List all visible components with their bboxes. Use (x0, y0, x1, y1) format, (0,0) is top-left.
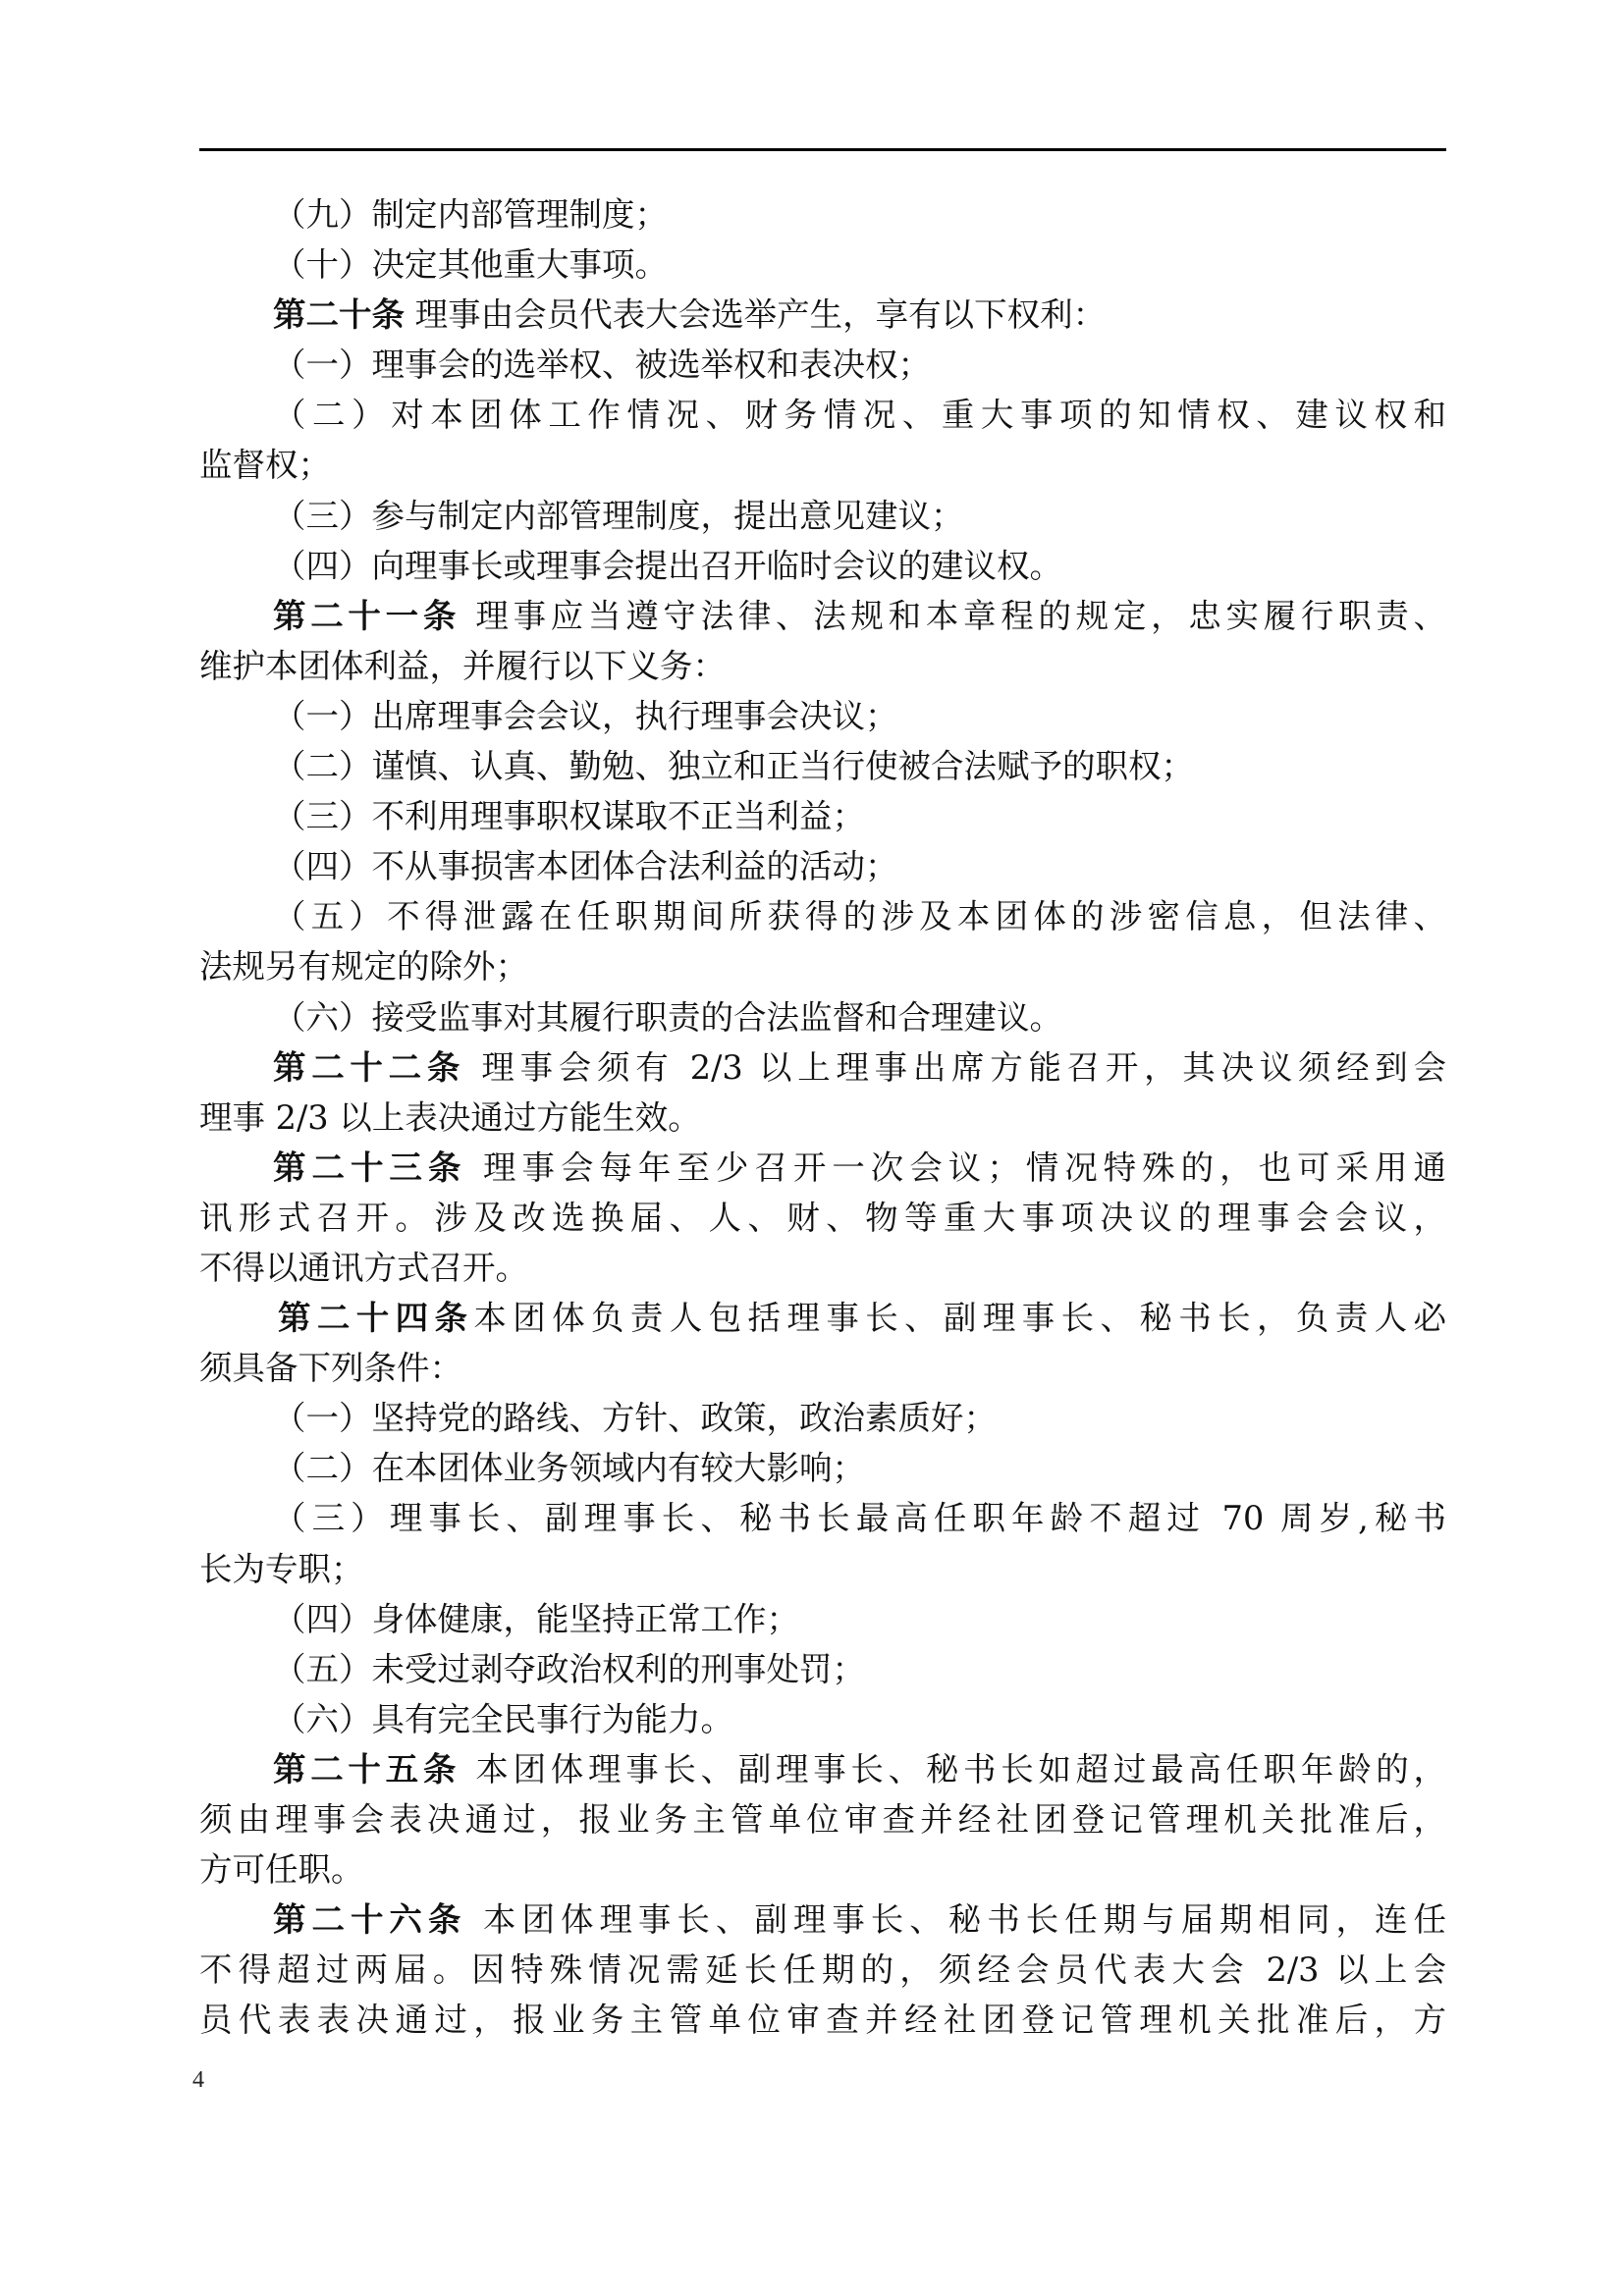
header-rule (199, 148, 1446, 151)
list-item: （三）不利用理事职权谋取不正当利益； (273, 797, 865, 836)
list-item: （九）制定内部管理制度； (273, 195, 668, 234)
list-item: （四）不从事损害本团体合法利益的活动； (273, 847, 898, 886)
list-item: （一）坚持党的路线、方针、政策，政治素质好； (273, 1399, 997, 1438)
text-line: 不得超过两届。因特殊情况需延长任期的，须经会员代表大会 2/3 以上会 (199, 1950, 1446, 1990)
list-item: （二）对本团体工作情况、财务情况、重大事项的知情权、建议权和 (273, 396, 1446, 435)
text-line: 员代表表决通过，报业务主管单位审查并经社团登记管理机关批准后，方 (199, 2001, 1446, 2040)
list-item: （四）向理事长或理事会提出召开临时会议的建议权。 (273, 546, 1062, 585)
list-item: （一）理事会的选举权、被选举权和表决权； (273, 346, 931, 385)
page-number: 4 (192, 2067, 204, 2093)
article-21: 第二十一条 理事应当遵守法律、法规和本章程的规定，忠实履行职责、 (273, 596, 1446, 635)
list-item: （四）身体健康，能坚持正常工作； (273, 1599, 799, 1638)
text-line: 维护本团体利益，并履行以下义务： (199, 646, 726, 685)
article-22: 第二十二条 理事会须有 2/3 以上理事出席方能召开，其决议须经到会 (273, 1047, 1447, 1087)
article-heading: 第二十六条 (273, 1900, 467, 1940)
list-item: （一）出席理事会会议，执行理事会决议； (273, 696, 898, 735)
article-26: 第二十六条 本团体理事长、副理事长、秘书长任期与届期相同，连任 (273, 1900, 1446, 1940)
list-item: （六）具有完全民事行为能力。 (273, 1699, 733, 1738)
list-item: （三）理事长、副理事长、秘书长最高任职年龄不超过 70 周岁,秘书 (273, 1499, 1446, 1538)
document-body (199, 189, 1446, 2045)
article-24: 第二十四条本团体负责人包括理事长、副理事长、秘书长，负责人必 (278, 1299, 1447, 1338)
text-line: 理事 2/3 以上表决通过方能生效。 (199, 1097, 701, 1137)
article-heading: 第二十四条 (278, 1299, 474, 1338)
list-item: （三）参与制定内部管理制度，提出意见建议； (273, 496, 964, 535)
list-item: （十）决定其他重大事项。 (273, 245, 668, 285)
text-line: 讯形式召开。涉及改选换届、人、财、物等重大事项决议的理事会会议， (199, 1198, 1446, 1237)
article-20: 第二十条 理事由会员代表大会选举产生，享有以下权利： (273, 295, 1107, 335)
article-heading: 第二十三条 (273, 1148, 467, 1187)
article-heading: 第二十条 (273, 295, 405, 335)
text-line: 须具备下列条件： (199, 1349, 462, 1388)
article-heading: 第二十五条 (273, 1749, 461, 1789)
article-heading: 第二十一条 (273, 596, 461, 635)
text-line: 方可任职。 (199, 1850, 364, 1890)
list-item: （二）谨慎、认真、勤勉、独立和正当行使被合法赋予的职权； (273, 747, 1194, 786)
list-item: （二）在本团体业务领域内有较大影响； (273, 1449, 865, 1488)
text-line: 须由理事会表决通过，报业务主管单位审查并经社团登记管理机关批准后， (199, 1800, 1446, 1839)
text-line: 不得以通讯方式召开。 (199, 1248, 528, 1287)
list-item: （六）接受监事对其履行职责的合法监督和合理建议。 (273, 997, 1062, 1037)
list-item: （五）未受过剥夺政治权利的刑事处罚； (273, 1649, 865, 1688)
article-23: 第二十三条 理事会每年至少召开一次会议；情况特殊的，也可采用通 (273, 1148, 1446, 1187)
text-line: 监督权； (199, 446, 331, 485)
article-25: 第二十五条 本团体理事长、副理事长、秘书长如超过最高任职年龄的， (273, 1749, 1446, 1789)
list-item: （五）不得泄露在任职期间所获得的涉及本团体的涉密信息，但法律、 (273, 897, 1446, 936)
text-line: 法规另有规定的除外； (199, 947, 528, 987)
article-heading: 第二十二条 (273, 1047, 466, 1087)
text-line: 长为专职； (199, 1549, 364, 1588)
